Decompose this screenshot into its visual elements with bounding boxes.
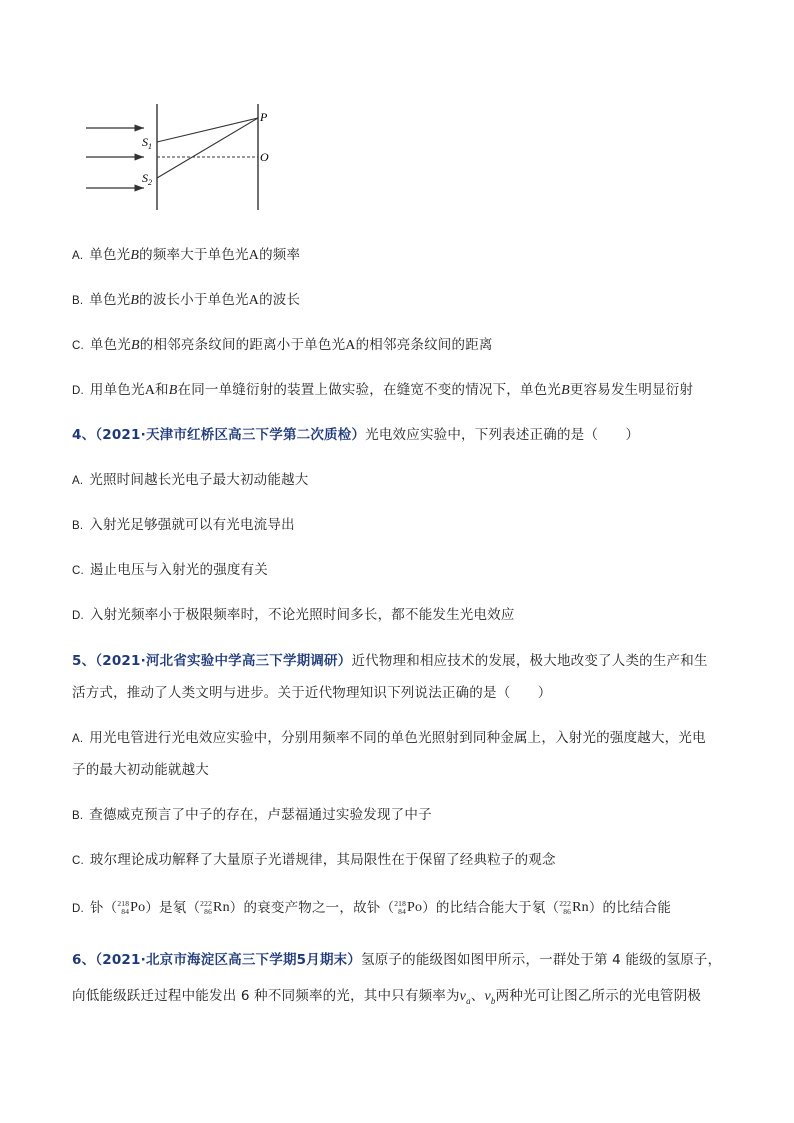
nu-symbol: ν bbox=[484, 989, 491, 1004]
option-text: ）的衰变产物之一，故钋（ bbox=[229, 900, 395, 916]
option-letter: C. bbox=[72, 855, 84, 867]
option-letter: B. bbox=[72, 520, 84, 532]
option-text: 钋（ bbox=[89, 900, 118, 916]
q3-option-a bbox=[72, 243, 300, 264]
option-letter: A. bbox=[72, 475, 84, 487]
frequency-symbol bbox=[485, 989, 496, 1004]
option-letter: A. bbox=[72, 250, 84, 262]
atomic-number: 86 bbox=[563, 907, 572, 916]
option-text: 更容易发生明显衍射 bbox=[569, 382, 694, 398]
q3-option-c bbox=[72, 333, 493, 354]
atomic-number: 84 bbox=[121, 907, 130, 916]
q5-option-d bbox=[72, 896, 671, 916]
symbol-b: B bbox=[130, 248, 140, 263]
question-number: 5、 bbox=[72, 653, 96, 669]
element-symbol: Rn bbox=[213, 900, 230, 915]
nuclide-rn bbox=[559, 900, 589, 916]
double-slit-diagram bbox=[84, 104, 284, 212]
mass-number: 218 bbox=[117, 899, 130, 908]
symbol-a: A bbox=[144, 383, 156, 398]
q4-option-c bbox=[72, 558, 268, 578]
symbol-b: B bbox=[561, 383, 570, 398]
option-text: 的频率大于单色光 bbox=[139, 247, 249, 263]
option-text: 遏止电压与入射光的强度有关 bbox=[89, 562, 269, 578]
nuclide-po bbox=[394, 900, 422, 916]
mass-number: 218 bbox=[394, 899, 407, 908]
question-source: （2021·北京市海淀区高三下学期5月期末） bbox=[95, 952, 362, 968]
option-letter: D. bbox=[72, 903, 84, 915]
option-text: 入射光频率小于极限频率时，不论光照时间多长，都不能发生光电效应 bbox=[89, 607, 515, 623]
symbol-a: A bbox=[345, 338, 356, 353]
atomic-number: 84 bbox=[398, 907, 407, 916]
option-text: 和 bbox=[155, 382, 169, 398]
option-letter: B. bbox=[72, 810, 84, 822]
question-stem: 活方式，推动了人类文明与进步。关于近代物理知识下列说法正确的是（ ） bbox=[72, 685, 552, 701]
q4-option-b bbox=[72, 513, 295, 533]
label-s1: $S_1$ bbox=[142, 135, 152, 151]
question-source: （2021·天津市红桥区高三下学第二次质检） bbox=[95, 427, 366, 443]
label-o: O bbox=[260, 150, 269, 164]
symbol-b: B bbox=[130, 293, 140, 308]
option-text: 单色光 bbox=[89, 337, 132, 353]
element-symbol: Po bbox=[130, 900, 146, 915]
symbol-b: B bbox=[168, 383, 178, 398]
q3-option-d bbox=[72, 378, 693, 399]
q4-option-a bbox=[72, 468, 308, 488]
nu-symbol: ν bbox=[459, 989, 467, 1004]
option-text: 的频率 bbox=[259, 247, 301, 263]
separator: 、 bbox=[470, 988, 485, 1004]
question-stem: 近代物理和相应技术的发展，极大地改变了人类的生产和生 bbox=[351, 653, 708, 669]
atomic-number: 86 bbox=[204, 907, 213, 916]
option-text: 的相邻亮条纹间的距离小于单色光 bbox=[139, 337, 346, 353]
nuclide-po bbox=[117, 900, 145, 916]
question-source: （2021·河北省实验中学高三下学期调研） bbox=[95, 653, 352, 669]
option-text: 用光电管进行光电效应实验中，分别用频率不同的单色光照射到同种金属上，入射光的强度越大，光电 bbox=[89, 730, 706, 746]
option-text: 子的最大初动能就越大 bbox=[72, 762, 209, 778]
option-text: 入射光足够强就可以有光电流导出 bbox=[89, 517, 295, 533]
q5-option-a-line1 bbox=[72, 726, 706, 746]
element-symbol: Rn bbox=[572, 900, 589, 915]
option-text: ）的比结合能 bbox=[588, 900, 672, 916]
ray-s2-p bbox=[157, 118, 258, 178]
option-text: 的波长 bbox=[259, 292, 301, 308]
element-symbol: Po bbox=[407, 900, 423, 915]
option-text: 的波长小于单色光 bbox=[139, 292, 249, 308]
option-text: 单色光 bbox=[89, 292, 131, 308]
mass-number: 222 bbox=[559, 899, 572, 908]
question-number: 6、 bbox=[72, 952, 96, 968]
q5-stem-line1 bbox=[72, 649, 708, 669]
option-letter: B. bbox=[72, 295, 84, 307]
question-stem: 两种光可让图乙所示的光电管阴极 bbox=[495, 988, 702, 1004]
frequency-symbol bbox=[460, 989, 471, 1004]
mass-number: 222 bbox=[200, 899, 213, 908]
option-text: 玻尔理论成功解释了大量原子光谱规律，其局限性在于保留了经典粒子的观念 bbox=[89, 852, 556, 868]
nuclide-rn bbox=[200, 900, 230, 916]
option-letter: C. bbox=[72, 565, 84, 577]
option-text: 在同一单缝衍射的装置上做实验，在缝宽不变的情况下，单色光 bbox=[177, 382, 562, 398]
option-text: ）是氡（ bbox=[145, 900, 201, 916]
q5-stem-line2 bbox=[72, 681, 552, 701]
subscript-b: b bbox=[490, 995, 496, 1006]
q5-option-a-line2 bbox=[72, 758, 209, 778]
symbol-a: A bbox=[248, 293, 260, 308]
question-stem: 向低能级跃迁过程中能发出 6 种不同频率的光，其中只有频率为 bbox=[72, 988, 460, 1004]
q6-stem-line2 bbox=[72, 984, 701, 1006]
option-text: ）的比结合能大于氡（ bbox=[422, 900, 560, 916]
question-stem: 氢原子的能级图如图甲所示，一群处于第 4 能级的氢原子， bbox=[361, 952, 722, 968]
option-text: 用单色光 bbox=[89, 382, 145, 398]
option-text: 查德威克预言了中子的存在，卢瑟福通过实验发现了中子 bbox=[89, 807, 432, 823]
symbol-a: A bbox=[248, 248, 260, 263]
question-stem: 光电效应实验中，下列表述正确的是（ ） bbox=[365, 427, 640, 443]
q3-option-b bbox=[72, 288, 300, 309]
q4-option-d bbox=[72, 603, 515, 623]
option-letter: C. bbox=[72, 340, 84, 352]
ray-s1-p bbox=[157, 118, 258, 142]
question-number: 4、 bbox=[72, 427, 96, 443]
q5-option-c bbox=[72, 848, 556, 868]
label-s2: $S_2$ bbox=[142, 171, 152, 187]
option-text: 单色光 bbox=[89, 247, 131, 263]
option-letter: A. bbox=[72, 733, 84, 745]
option-letter: D. bbox=[72, 385, 84, 397]
q6-stem-line1 bbox=[72, 948, 721, 968]
q5-option-b bbox=[72, 803, 432, 823]
option-letter: D. bbox=[72, 610, 84, 622]
option-text: 光照时间越长光电子最大初动能越大 bbox=[89, 472, 309, 488]
label-p: P bbox=[260, 110, 268, 124]
q4-stem bbox=[72, 423, 639, 443]
symbol-b: B bbox=[131, 338, 140, 353]
subscript-a: a bbox=[466, 995, 471, 1006]
option-text: 的相邻亮条纹间的距离 bbox=[355, 337, 493, 353]
